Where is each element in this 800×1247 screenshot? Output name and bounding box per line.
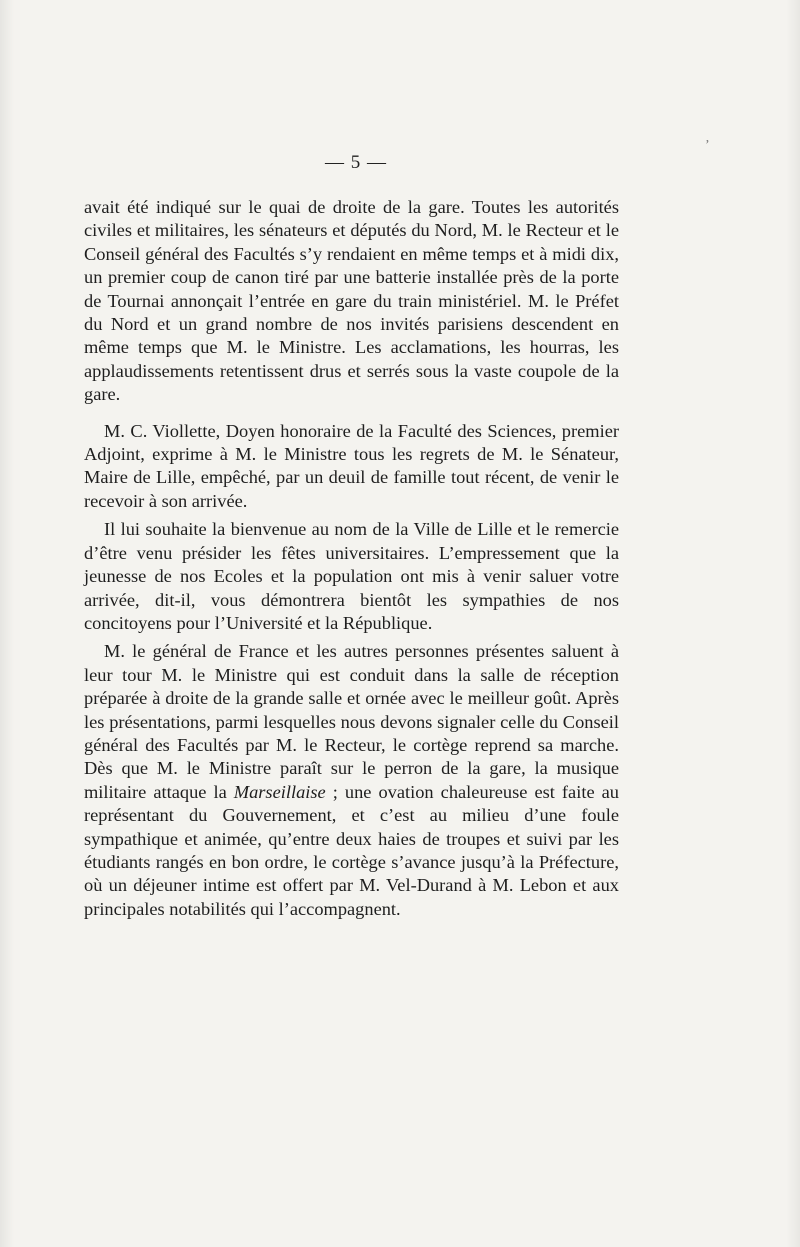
body-text — [84, 196, 619, 921]
page-number: — 5 — — [325, 152, 387, 173]
paragraph-welcome: Il lui souhaite la bienvenue au nom de la Ville de Lille et le remercie d’être venu présider les fêtes universitaires. L’empressement que la jeunesse de nos Ecoles et la population ont mis à venir saluer votre arrivée, dit-il, vous démontrera bientôt les sympathies de nos concitoyens pour l’Université et la République. — [84, 519, 619, 633]
procession-text-start: M. le général de France et les autres personnes présentes saluent à leur tour M. le Ministre qui est conduit dans la salle de réception préparée à droite de la grande salle et ornée avec le meilleur goût. Après les présentations, parmi lesquelles nous devons signaler celle du Conseil général des Facultés par M. le Recteur, le cortège reprend sa marche. Dès que M. le Ministre paraît sur le perron de la gare, la musique militaire attaque la — [84, 641, 619, 802]
paragraph-viollette: M. C. Viollette, Doyen honoraire de la Faculté des Sciences, premier Adjoint, exprime à M. le Ministre tous les regrets de M. le Sénateur, Maire de Lille, empêché, par un deuil de famille tout récent, de venir le recevoir à son arrivée. — [84, 420, 619, 511]
paragraph-procession — [84, 640, 619, 921]
marseillaise-italic: Marseillaise — [233, 781, 326, 802]
procession-text-end: ; une ovation chaleureuse est faite au représentant du Gouvernement, et c’est au milieu d’une foule sympathique et animée, qu’entre deux haies de troupes et suivi par les étudiants rangés en bon ordre, le cortège s’avance jusqu’à la Préfecture, où un déjeuner intime est offert par M. Vel-Durand à M. Lebon et aux principales notabilités qui l’accompagnent. — [84, 781, 619, 919]
paper-speck: ʼ — [705, 138, 710, 153]
paragraph-arrival: avait été indiqué sur le quai de droite de la gare. Toutes les autorités civiles et militaires, les sénateurs et députés du Nord, M. le Recteur et le Conseil général des Facultés s’y rendaient en même temps et à midi dix, un premier coup de canon tiré par une batterie installée près de la porte de Tournai annonçait l’entrée en gare du train ministériel. M. le Préfet du Nord et un grand nombre de nos invités parisiens descendent en même temps que M. le Ministre. Les acclamations, les hourras, les applaudissements retentissent drus et serrés sous la vaste coupole de la gare. — [84, 197, 619, 405]
